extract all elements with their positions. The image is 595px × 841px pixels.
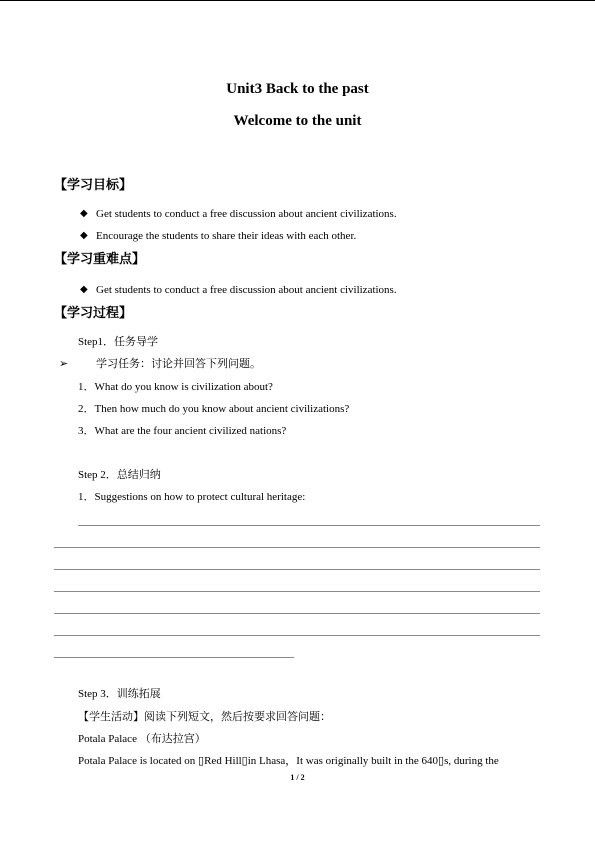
objective-item: Encourage the students to share their ideas with each other. (96, 230, 357, 242)
answer-line (54, 635, 540, 636)
header-rule (0, 0, 595, 1)
diamond-bullet-icon: ◆ (80, 284, 88, 295)
page-number: 1 / 2 (290, 773, 305, 782)
step3-activity: 【学生活动】阅读下列短文，然后按要求回答问题： (78, 711, 331, 723)
document-title: Unit3 Back to the past (226, 81, 369, 97)
diamond-bullet-icon: ◆ (80, 230, 88, 241)
process-heading: 【学习过程】 (54, 305, 133, 320)
diamond-bullet-icon: ◆ (80, 208, 88, 219)
passage-title: Potala Palace （布达拉宫） (78, 733, 206, 745)
answer-line (54, 657, 294, 658)
step1-task: 学习任务：讨论并回答下列问题。 (96, 358, 261, 370)
step3-label: Step 3．训练拓展 (78, 688, 161, 700)
answer-line (54, 613, 540, 614)
objective-item: Get students to conduct a free discussion about ancient civilizations. (96, 208, 397, 220)
key-point-item: Get students to conduct a free discussion about ancient civilizations. (96, 284, 397, 296)
key-points-heading: 【学习重难点】 (54, 251, 146, 266)
objectives-heading: 【学习目标】 (54, 177, 133, 192)
step2-item: 1．Suggestions on how to protect cultural heritage: (78, 491, 306, 503)
step1-question: 2．Then how much do you know about ancient civilizations? (78, 403, 350, 415)
answer-line (54, 591, 540, 592)
passage-text: Potala Palace is located on ▯Red Hill▯in Lhasa，It was originally built in the 640▯s, during the (78, 755, 499, 767)
answer-line (54, 569, 540, 570)
step1-question: 1．What do you know is civilization about? (78, 381, 273, 393)
step1-label: Step1．任务导学 (78, 336, 159, 348)
step2-label: Step 2．总结归纳 (78, 469, 161, 481)
step1-question: 3．What are the four ancient civilized nations? (78, 425, 287, 437)
answer-line (78, 525, 540, 526)
document-subtitle: Welcome to the unit (233, 113, 362, 129)
arrow-bullet-icon: ➢ (59, 358, 69, 370)
answer-line (54, 547, 540, 548)
